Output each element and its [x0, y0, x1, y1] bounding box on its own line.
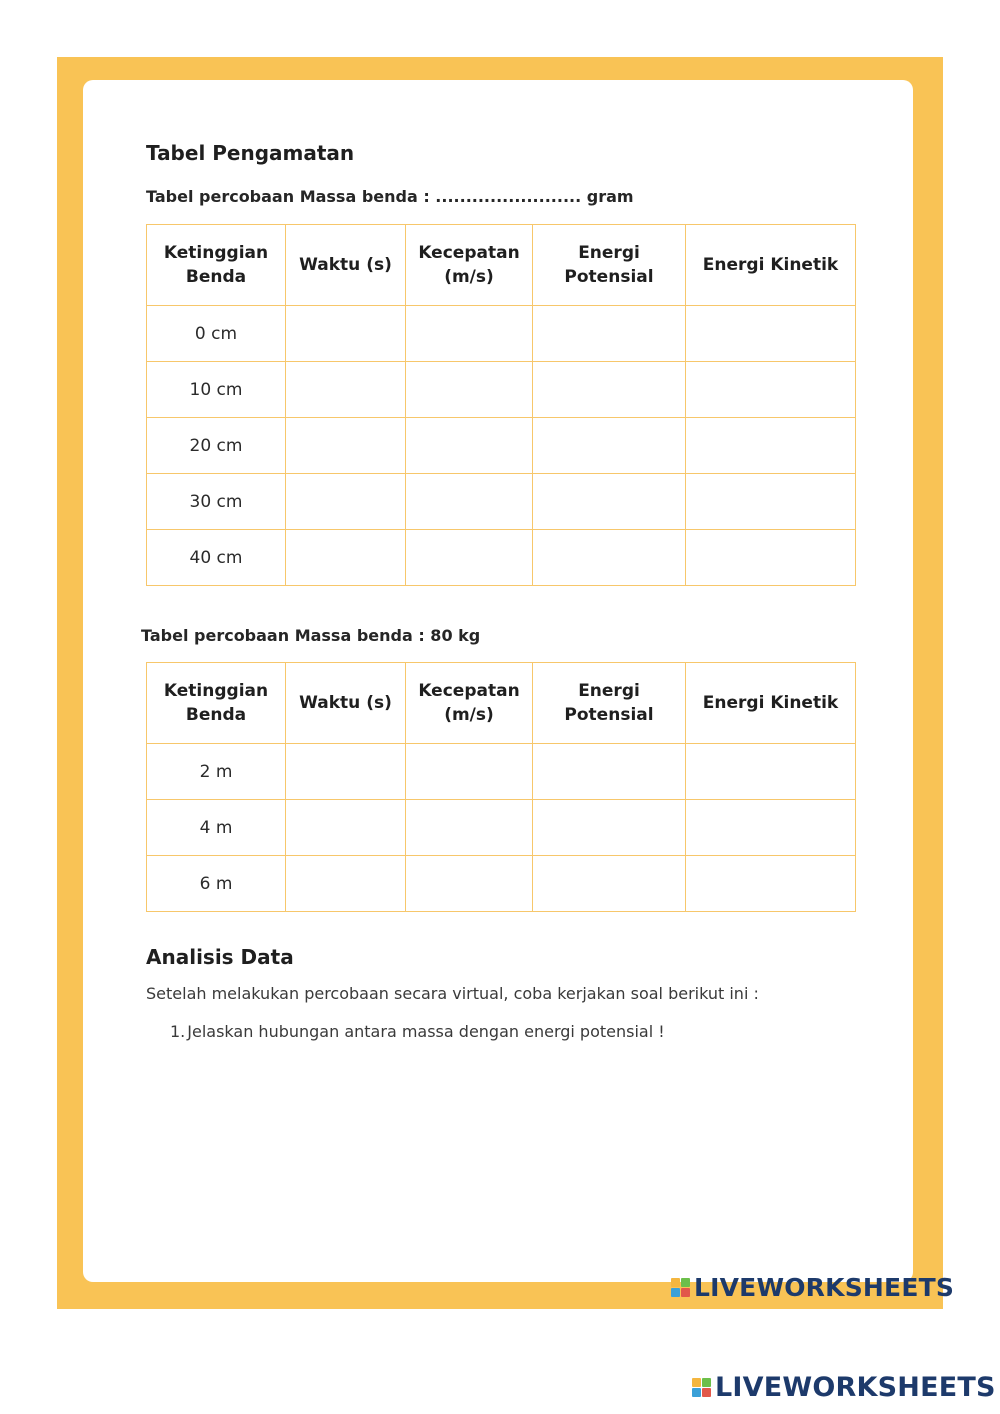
header-cell: Ketinggian Benda — [147, 663, 286, 744]
page-title: Tabel Pengamatan — [146, 141, 355, 165]
table-row — [147, 744, 856, 800]
answer-cell[interactable] — [686, 530, 856, 586]
answer-cell[interactable] — [686, 856, 856, 912]
liveworksheets-logo — [671, 1273, 954, 1302]
table-row — [147, 362, 856, 418]
observation-table-2 — [146, 662, 856, 912]
brand-text: LIVEWORKSHEETS — [694, 1273, 955, 1302]
table-row — [147, 530, 856, 586]
header-cell: Energi Potensial — [533, 225, 686, 306]
answer-cell[interactable] — [406, 856, 533, 912]
header-cell: Kecepatan (m/s) — [406, 225, 533, 306]
answer-cell[interactable] — [406, 306, 533, 362]
liveworksheets-logo-icon — [692, 1378, 711, 1397]
table-header-row — [147, 663, 856, 744]
header-cell: Energi Kinetik — [686, 663, 856, 744]
table-row — [147, 306, 856, 362]
answer-cell[interactable] — [686, 362, 856, 418]
header-cell: Energi Potensial — [533, 663, 686, 744]
question-number: 1. — [170, 1022, 186, 1041]
answer-cell[interactable] — [286, 418, 406, 474]
table1-caption: Tabel percobaan Massa benda : ........................ gram — [146, 187, 634, 206]
observation-table-1 — [146, 224, 856, 586]
header-cell: Waktu (s) — [286, 663, 406, 744]
answer-cell[interactable] — [286, 800, 406, 856]
answer-cell[interactable] — [286, 362, 406, 418]
table-row — [147, 474, 856, 530]
liveworksheets-logo-icon — [671, 1278, 690, 1297]
answer-cell[interactable] — [533, 474, 686, 530]
answer-cell[interactable] — [533, 856, 686, 912]
answer-cell[interactable] — [286, 856, 406, 912]
header-cell: Energi Kinetik — [686, 225, 856, 306]
answer-cell[interactable] — [286, 306, 406, 362]
header-cell: Ketinggian Benda — [147, 225, 286, 306]
brand-text: LIVEWORKSHEETS — [715, 1372, 996, 1403]
analysis-intro: Setelah melakukan percobaan secara virtual, coba kerjakan soal berikut ini : — [146, 984, 759, 1003]
answer-cell[interactable] — [686, 306, 856, 362]
liveworksheets-logo — [692, 1372, 996, 1403]
table-header-row — [147, 225, 856, 306]
answer-cell[interactable] — [406, 530, 533, 586]
height-cell: 0 cm — [147, 306, 286, 362]
answer-cell[interactable] — [686, 474, 856, 530]
question-text: Jelaskan hubungan antara massa dengan energi potensial ! — [187, 1022, 665, 1041]
answer-cell[interactable] — [533, 800, 686, 856]
answer-cell[interactable] — [533, 530, 686, 586]
height-cell: 4 m — [147, 800, 286, 856]
answer-cell[interactable] — [533, 418, 686, 474]
height-cell: 30 cm — [147, 474, 286, 530]
height-cell: 6 m — [147, 856, 286, 912]
header-cell: Kecepatan (m/s) — [406, 663, 533, 744]
answer-cell[interactable] — [406, 800, 533, 856]
answer-cell[interactable] — [286, 474, 406, 530]
answer-cell[interactable] — [533, 744, 686, 800]
analysis-title: Analisis Data — [146, 945, 294, 969]
height-cell: 40 cm — [147, 530, 286, 586]
table2-caption: Tabel percobaan Massa benda : 80 kg — [141, 626, 481, 645]
height-cell: 20 cm — [147, 418, 286, 474]
table-row — [147, 800, 856, 856]
answer-cell[interactable] — [533, 306, 686, 362]
answer-cell[interactable] — [533, 362, 686, 418]
answer-cell[interactable] — [286, 530, 406, 586]
table-row — [147, 856, 856, 912]
answer-cell[interactable] — [406, 418, 533, 474]
answer-cell[interactable] — [686, 418, 856, 474]
answer-cell[interactable] — [286, 744, 406, 800]
answer-cell[interactable] — [406, 744, 533, 800]
answer-cell[interactable] — [686, 800, 856, 856]
question-item — [170, 1022, 665, 1041]
table-row — [147, 418, 856, 474]
answer-cell[interactable] — [406, 362, 533, 418]
answer-cell[interactable] — [406, 474, 533, 530]
header-cell: Waktu (s) — [286, 225, 406, 306]
height-cell: 2 m — [147, 744, 286, 800]
answer-cell[interactable] — [686, 744, 856, 800]
height-cell: 10 cm — [147, 362, 286, 418]
